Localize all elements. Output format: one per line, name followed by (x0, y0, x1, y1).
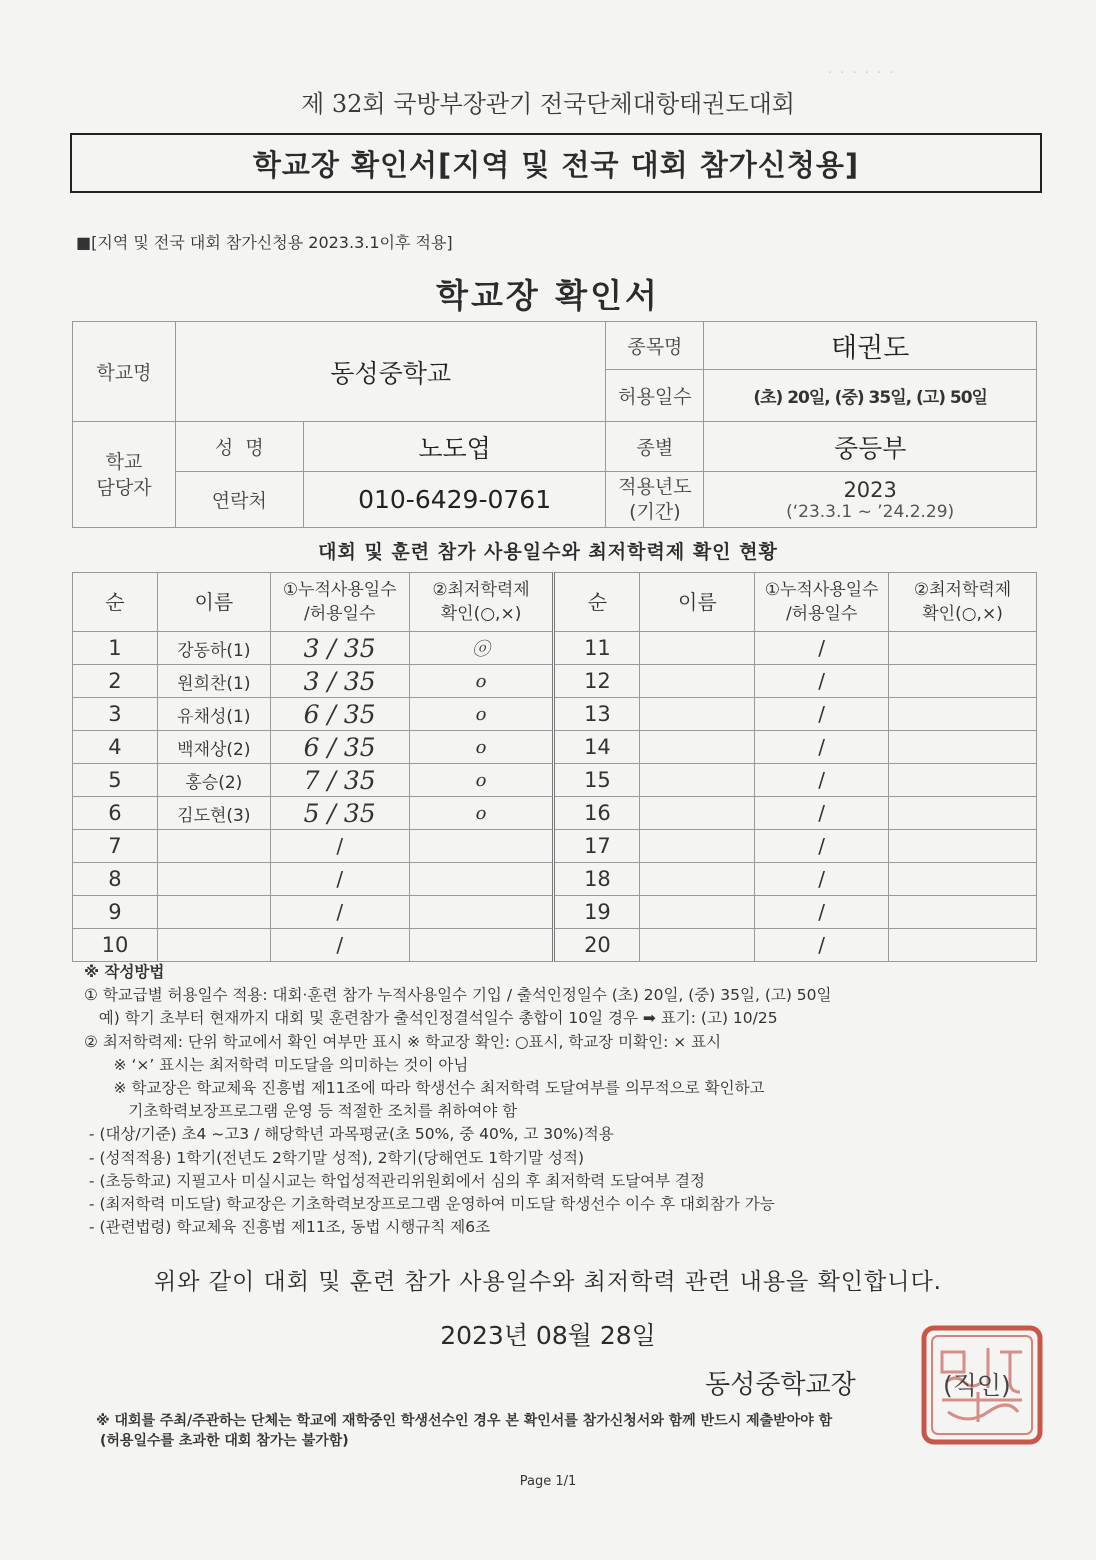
method-line: - (성적적용) 1학기(전년도 2학기말 성적), 2학기(당해연도 1학기말 성적) (84, 1148, 584, 1167)
used-days: / (270, 896, 409, 929)
used-days: 3 / 35 (270, 632, 409, 665)
student-no: 10 (73, 929, 158, 962)
method-line: ① 학교급별 허용일수 적용: 대회·훈련 참가 누적사용일수 기입 / 출석인정일수 (초) 20일, (중) 35일, (고) 50일 (84, 986, 832, 1005)
footer-note: ※ 대회를 주최/주관하는 단체는 학교에 재학중인 학생선수인 경우 본 확인서를 참가신청서와 함께 반드시 제출받아야 함 (96, 1413, 833, 1429)
school-info-table (72, 321, 1037, 528)
student-name (640, 632, 755, 665)
student-name (157, 929, 270, 962)
student-name: 원희찬(1) (157, 665, 270, 698)
year-value: 2023 (843, 477, 897, 502)
min-academic-check (409, 830, 554, 863)
min-academic-check: ⓞ (409, 632, 554, 665)
student-no: 16 (554, 797, 640, 830)
student-name (640, 731, 755, 764)
student-no: 12 (554, 665, 640, 698)
min-academic-check (889, 896, 1037, 929)
used-days: / (755, 863, 889, 896)
student-name (640, 896, 755, 929)
header-no: 순 (554, 573, 640, 632)
school-name-value: 동성중학교 (175, 322, 606, 422)
min-academic-check (889, 764, 1037, 797)
student-no: 11 (554, 632, 640, 665)
header-name: 이름 (640, 573, 755, 632)
faint-stamp-mark: · · · · · · (828, 66, 896, 81)
used-days: / (270, 929, 409, 962)
header-check: ②최저학력제 확인(○,×) (409, 573, 554, 632)
application-note: ■[지역 및 전국 대회 참가신청용 2023.3.1이후 적용] (76, 233, 453, 252)
student-name: 유채성(1) (157, 698, 270, 731)
table-row (73, 731, 1037, 764)
table-row (73, 896, 1037, 929)
year-label: 적용년도 (기간) (606, 472, 704, 528)
min-academic-check: o (409, 698, 554, 731)
student-name (640, 698, 755, 731)
min-academic-check: o (409, 764, 554, 797)
min-academic-check (889, 698, 1037, 731)
min-academic-check (889, 632, 1037, 665)
table-row (73, 929, 1037, 962)
student-no: 2 (73, 665, 158, 698)
used-days: 5 / 35 (270, 797, 409, 830)
event-title: 제 32회 국방부장관기 전국단체대항태권도대회 (301, 90, 795, 118)
contact-phone-label: 연락처 (175, 472, 303, 528)
header-no: 순 (73, 573, 158, 632)
used-days: / (755, 830, 889, 863)
allowed-days-value: (초) 20일, (중) 35일, (고) 50일 (704, 370, 1037, 422)
method-line: 예) 학기 초부터 현재까지 대회 및 훈련참가 출석인정결석일수 총합이 10일 경우 ➡ 표기: (고) 10/25 (84, 1009, 778, 1028)
used-days: / (755, 665, 889, 698)
used-days: / (270, 863, 409, 896)
status-header-row (73, 573, 1037, 632)
used-days: / (755, 698, 889, 731)
issue-date: 2023년 08월 28일 (440, 1321, 656, 1350)
writing-instructions (84, 961, 1034, 1239)
year-cell (704, 472, 1037, 528)
student-name (640, 764, 755, 797)
used-days: / (270, 830, 409, 863)
used-days: 6 / 35 (270, 731, 409, 764)
table-row (73, 764, 1037, 797)
page-number: Page 1/1 (519, 1474, 577, 1489)
min-academic-check (889, 863, 1037, 896)
min-academic-check (409, 929, 554, 962)
min-academic-check: o (409, 797, 554, 830)
student-name: 강동하(1) (157, 632, 270, 665)
used-days: 7 / 35 (270, 764, 409, 797)
used-days: / (755, 896, 889, 929)
method-line: 기초학력보장프로그램 운영 등 적절한 조치를 취하여야 함 (84, 1102, 518, 1121)
student-name (640, 665, 755, 698)
used-days: 6 / 35 (270, 698, 409, 731)
sport-label: 종목명 (606, 322, 704, 370)
contact-name-value: 노도엽 (303, 422, 606, 472)
student-no: 20 (554, 929, 640, 962)
student-no: 17 (554, 830, 640, 863)
school-name-label: 학교명 (73, 322, 176, 422)
student-name (640, 929, 755, 962)
used-days: / (755, 764, 889, 797)
student-no: 18 (554, 863, 640, 896)
student-name (157, 896, 270, 929)
banner-title: 학교장 확인서[지역 및 전국 대회 참가신청용] (70, 133, 1042, 193)
min-academic-check (889, 929, 1037, 962)
used-days: / (755, 632, 889, 665)
min-academic-check (409, 863, 554, 896)
table-row (73, 665, 1037, 698)
student-name (157, 830, 270, 863)
used-days: / (755, 929, 889, 962)
student-name: 김도현(3) (157, 797, 270, 830)
method-line: - (관련법령) 학교체육 진흥법 제11조, 동법 시행규칙 제6조 (84, 1218, 491, 1237)
student-no: 14 (554, 731, 640, 764)
student-name: 홍승(2) (157, 764, 270, 797)
method-line: - (최저학력 미도달) 학교장은 기초학력보장프로그램 운영하여 미도달 학생선수 이수 후 대회참가 가능 (84, 1195, 775, 1214)
allowed-days-label: 허용일수 (606, 370, 704, 422)
used-days: 3 / 35 (270, 665, 409, 698)
min-academic-check: o (409, 665, 554, 698)
contact-phone-value: 010-6429-0761 (303, 472, 606, 528)
used-days: / (755, 797, 889, 830)
student-no: 15 (554, 764, 640, 797)
min-academic-check: o (409, 731, 554, 764)
student-name: 백재상(2) (157, 731, 270, 764)
student-no: 13 (554, 698, 640, 731)
period-value: (‘23.3.1 ~ ’24.2.29) (786, 501, 955, 522)
confirmation-statement: 위와 같이 대회 및 훈련 참가 사용일수와 최저학력 관련 내용을 확인합니다. (154, 1269, 942, 1295)
student-no: 19 (554, 896, 640, 929)
method-line: - (초등학교) 지필고사 미실시교는 학업성적관리위원회에서 심의 후 최저학력 도달여부 결정 (84, 1171, 705, 1190)
table-row (73, 797, 1037, 830)
method-line: ② 최저학력제: 단위 학교에서 확인 여부만 표시 ※ 학교장 확인: ○표시, 학교장 미확인: × 표시 (84, 1032, 722, 1051)
student-no: 4 (73, 731, 158, 764)
division-value: 중등부 (704, 422, 1037, 472)
student-no: 3 (73, 698, 158, 731)
method-line: - (대상/기준) 초4 ~고3 / 해당학년 과목평균(초 50%, 중 40%, 고 30%)적용 (84, 1125, 614, 1144)
min-academic-check (409, 896, 554, 929)
min-academic-check (889, 797, 1037, 830)
usage-status-table (72, 572, 1037, 962)
table-row (73, 632, 1037, 665)
method-line: ※ 작성방법 (84, 963, 165, 981)
student-name (640, 830, 755, 863)
student-no: 5 (73, 764, 158, 797)
contact-name-label: 성 명 (175, 422, 303, 472)
table-row (73, 830, 1037, 863)
status-section-title: 대회 및 훈련 참가 사용일수와 최저학력제 확인 현황 (318, 541, 778, 563)
min-academic-check (889, 830, 1037, 863)
used-days: / (755, 731, 889, 764)
student-no: 1 (73, 632, 158, 665)
method-line: ※ ‘×’ 표시는 최저학력 미도달을 의미하는 것이 아님 (84, 1055, 469, 1074)
contact-person-label: 학교 담당자 (73, 422, 176, 528)
student-no: 8 (73, 863, 158, 896)
student-name (157, 863, 270, 896)
official-seal-label: (직인) (943, 1371, 1011, 1400)
student-name (640, 797, 755, 830)
table-row (73, 863, 1037, 896)
header-name: 이름 (157, 573, 270, 632)
header-days: ①누적사용일수 /허용일수 (755, 573, 889, 632)
principal-name: 동성중학교장 (705, 1370, 856, 1400)
header-days: ①누적사용일수 /허용일수 (270, 573, 409, 632)
division-label: 종별 (606, 422, 704, 472)
header-check: ②최저학력제 확인(○,×) (889, 573, 1037, 632)
student-name (640, 863, 755, 896)
table-row (73, 698, 1037, 731)
footer-note-sub: (허용일수를 초과한 대회 참가는 불가함) (100, 1433, 349, 1449)
min-academic-check (889, 731, 1037, 764)
student-no: 6 (73, 797, 158, 830)
method-line: ※ 학교장은 학교체육 진흥법 제11조에 따라 학생선수 최저학력 도달여부를 의무적으로 확인하고 (84, 1079, 765, 1098)
student-no: 9 (73, 896, 158, 929)
student-no: 7 (73, 830, 158, 863)
document-title: 학교장 확인서 (436, 276, 660, 315)
sport-value: 태권도 (704, 322, 1037, 370)
min-academic-check (889, 665, 1037, 698)
